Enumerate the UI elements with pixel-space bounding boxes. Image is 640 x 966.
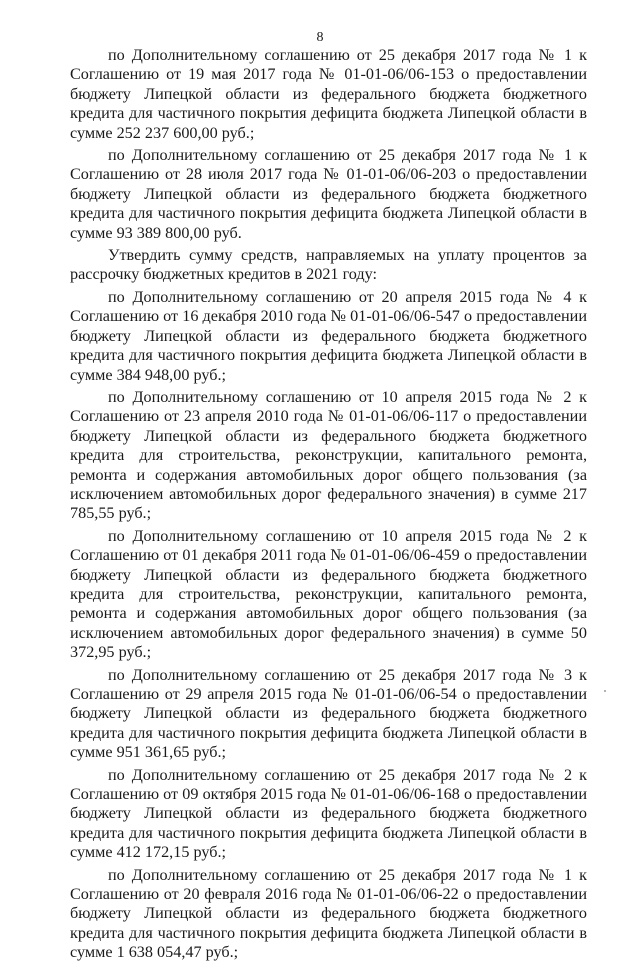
paragraph-agreement-2010-547: по Дополнительному соглашению от 20 апреля 2015 года № 4 к Соглашению от 16 декабря 2010 года № 01-01-06/06-547 о предоставлении бюджету Липецкой области из федерального бюджета бюджетного кредита для частичного покрытия дефицита бюджета Липецкой области в сумме 384 948,00 руб.; (70, 287, 587, 384)
paragraph-agreement-2017-153: по Дополнительному соглашению от 25 декабря 2017 года № 1 к Соглашению от 19 мая 2017 года № 01-01-06/06-153 о предоставлении бюджету Липецкой области из федерального бюджета бюджетного кредита для частичного покрытия дефицита бюджета Липецкой области в сумме 252 237 600,00 руб.; (70, 46, 587, 142)
paragraph-agreement-2015-54: по Дополнительному соглашению от 25 декабря 2017 года № 3 к Соглашению от 29 апреля 2015 года № 01-01-06/06-54 о предоставлении бюджету Липецкой области из федерального бюджета бюджетного кредита для частичного покрытия дефицита бюджета Липецкой области в сумме 951 361,65 руб.; (70, 665, 587, 762)
paragraph-interest-heading: Утвердить сумму средств, направляемых на уплату процентов за рассрочку бюджетных кредитов в 2021 году: (70, 246, 587, 284)
paragraph-agreement-2011-459: по Дополнительному соглашению от 10 апреля 2015 года № 2 к Соглашению от 01 декабря 2011 года № 01-01-06/06-459 о предоставлении бюджету Липецкой области из федерального бюджета бюджетного кредита для строительства, реконструкции, капитального ремонта, ремонта и содержания автомобильных дорог общего пользования (за исключением автомобильных дорог федерального значения) в сумме 50 372,95 руб.; (70, 526, 587, 662)
page-number: 8 (316, 30, 324, 45)
document-body (70, 46, 587, 966)
paragraph-agreement-2010-117: по Дополнительному соглашению от 10 апреля 2015 года № 2 к Соглашению от 23 апреля 2010 года № 01-01-06/06-117 о предоставлении бюджету Липецкой области из федерального бюджета бюджетного кредита для строительства, реконструкции, капитального ремонта, ремонта и содержания автомобильных дорог общего пользования (за исключением автомобильных дорог федерального значения) в сумме 217 785,55 руб.; (70, 387, 587, 523)
paragraph-agreement-2016-22: по Дополнительному соглашению от 25 декабря 2017 года № 1 к Соглашению от 20 февраля 2016 года № 01-01-06/06-22 о предоставлении бюджету Липецкой области из федерального бюджета бюджетного кредита для частичного покрытия дефицита бюджета Липецкой области в сумме 1 638 054,47 руб.; (70, 865, 587, 962)
paragraph-agreement-2015-168: по Дополнительному соглашению от 25 декабря 2017 года № 2 к Соглашению от 09 октября 2015 года № 01-01-06/06-168 о предоставлении бюджету Липецкой области из федерального бюджета бюджетного кредита для частичного покрытия дефицита бюджета Липецкой области в сумме 412 172,15 руб.; (70, 765, 587, 862)
scan-dot-mark (604, 690, 606, 692)
paragraph-agreement-2017-203: по Дополнительному соглашению от 25 декабря 2017 года № 1 к Соглашению от 28 июля 2017 года № 01-01-06/06-203 о предоставлении бюджету Липецкой области из федерального бюджета бюджетного кредита для частичного покрытия дефицита бюджета Липецкой области в сумме 93 389 800,00 руб. (70, 146, 587, 242)
